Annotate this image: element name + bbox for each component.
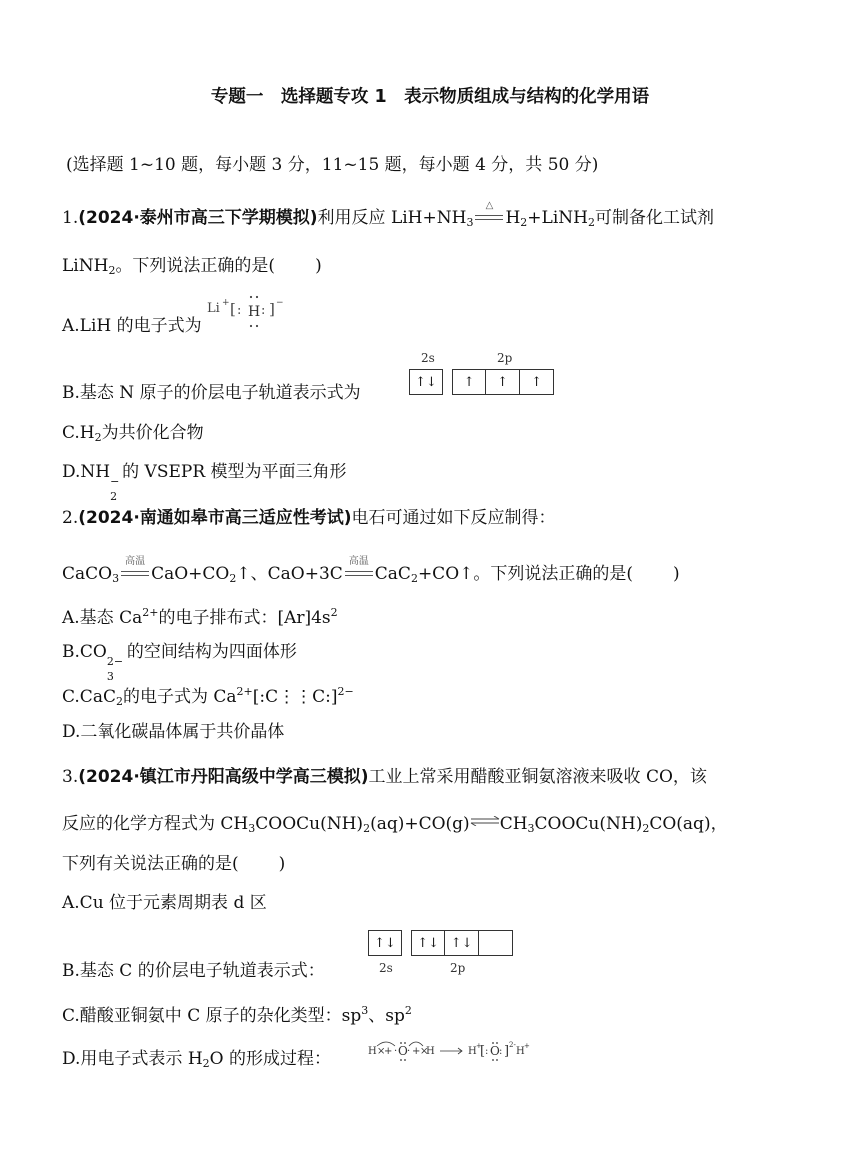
q2-source: (2024·南通如皋市高三适应性考试)	[78, 508, 352, 528]
orbital-box-2s: ↑↓	[409, 369, 443, 395]
q2-option-c[interactable]: C.CaC$_2$的电子式为 $Ca^{2+}[:C⋮⋮C:]^{2-}$	[62, 685, 354, 708]
svg-text::: :	[499, 1046, 503, 1057]
reversible-arrow	[470, 816, 500, 826]
svg-text:+: +	[222, 298, 230, 308]
svg-text:+: +	[412, 1046, 421, 1057]
q3-option-b[interactable]: B.基态 C 的价层电子轨道表示式：	[62, 961, 325, 981]
high-temp-condition: 高温	[343, 563, 375, 581]
svg-text::: :	[237, 303, 242, 318]
svg-text:−: −	[276, 298, 284, 308]
q1-option-b[interactable]: B.基态 N 原子的价层电子轨道表示式为	[62, 383, 361, 403]
q1-option-d[interactable]: D.NH − 2 的 VSEPR 模型为平面三角形	[62, 462, 347, 503]
q3-stem-line2: 反应的化学方程式为 $CH_3COOCu(NH)_2(aq)+CO(g)$ $CH_3COOCu(NH)_2CO(aq)$，	[62, 814, 728, 835]
svg-text:O: O	[398, 1044, 408, 1058]
orbital-2p-label: 2p	[497, 351, 513, 365]
svg-text:O: O	[490, 1044, 500, 1058]
n-orbital-diagram	[409, 369, 554, 395]
svg-text:·: ·	[407, 1046, 411, 1057]
svg-text:×: ×	[420, 1046, 429, 1057]
svg-text:[: [	[230, 300, 236, 318]
svg-text::: :	[485, 1046, 489, 1057]
q3-option-a[interactable]: A.Cu 位于元素周期表 d 区	[62, 893, 267, 913]
heat-condition: △	[473, 207, 505, 225]
q2-stem-line1: 2.(2024·南通如皋市高三适应性考试)电石可通过如下反应制得：	[62, 508, 556, 528]
svg-text:]: ]	[269, 300, 275, 318]
q1-option-c[interactable]: $C.H_2$为共价化合物	[62, 423, 204, 444]
orbital-2p-label: 2p	[450, 961, 466, 975]
svg-text:]: ]	[504, 1044, 510, 1059]
q3-option-d[interactable]: D.用电子式表示 $H_2O$ 的形成过程：	[62, 1049, 332, 1070]
lih-electron-formula	[207, 298, 299, 338]
q2-option-d[interactable]: D.二氧化碳晶体属于共价晶体	[62, 722, 285, 742]
svg-text:+: +	[524, 1042, 530, 1050]
svg-text:×: ×	[377, 1046, 386, 1057]
svg-text:H: H	[248, 304, 261, 320]
svg-text:H: H	[368, 1046, 377, 1057]
q3-stem-line1: 3.(2024·镇江市丹阳高级中学高三模拟)工业上常采用醋酸亚铜氨溶液来吸收 CO，该	[62, 767, 707, 787]
q3-source: (2024·镇江市丹阳高级中学高三模拟)	[78, 767, 369, 787]
q2-equation-line: CaCO$_3$ 高温 $CaO+CO_2↑$、CaO+3C 高温 CaC$_2$+CO↑。下列说法正确的是( )	[62, 556, 680, 585]
svg-text:H: H	[426, 1046, 435, 1057]
svg-text::: :	[261, 303, 266, 318]
svg-text:2-: 2-	[509, 1041, 516, 1049]
q2-option-b[interactable]: B.CO 2− 3 的空间结构为四面体形	[62, 642, 297, 683]
q1-stem-line2: LiNH$_2$。下列说法正确的是( )	[62, 256, 322, 277]
q3-stem-line3: 下列有关说法正确的是( )	[62, 854, 286, 874]
instructions: (选择题 1~10 题，每小题 3 分，11~15 题，每小题 4 分，共 50 分)	[66, 155, 599, 175]
q1-option-a[interactable]: A.LiH 的电子式为 Li + [ : H : ] −	[62, 314, 299, 338]
orbital-box-2p: ↑↓	[411, 930, 445, 956]
page-title: 专题一 选择题专攻 1 表示物质组成与结构的化学用语	[210, 87, 650, 107]
q1-stem-line1: 1.(2024·泰州市高三下学期模拟)利用反应 $LiH+NH_3$ △ $H_2+LiNH_2$可制备化工试剂	[62, 200, 714, 229]
lih-lewis-structure	[207, 292, 299, 332]
orbital-box-2p: ↑↓	[445, 930, 479, 956]
svg-text:H: H	[516, 1046, 525, 1057]
q1-source: (2024·泰州市高三下学期模拟)	[78, 208, 318, 228]
svg-text:Li: Li	[207, 301, 220, 316]
orbital-2s-label: 2s	[421, 351, 435, 365]
high-temp-condition: 高温	[119, 563, 151, 581]
orbital-box-2p: ↑	[520, 369, 554, 395]
orbital-box-2p: ↑	[452, 369, 486, 395]
water-formation-diagram	[368, 1038, 538, 1068]
svg-text:·: ·	[394, 1046, 398, 1057]
orbital-box-2p: ↑	[486, 369, 520, 395]
orbital-box-2p	[479, 930, 513, 956]
c-orbital-diagram	[368, 930, 513, 956]
svg-text:+: +	[384, 1046, 393, 1057]
svg-text:+: +	[476, 1042, 482, 1050]
orbital-2s-label: 2s	[379, 961, 393, 975]
orbital-box-2s: ↑↓	[368, 930, 402, 956]
q3-option-c[interactable]: C.醋酸亚铜氨中 C 原子的杂化类型：$sp^3$、$sp^2$	[62, 1004, 412, 1026]
q2-option-a[interactable]: A.基态 $Ca^{2+}$的电子排布式：$[Ar]4s^2$	[62, 606, 338, 628]
svg-text:[: [	[480, 1044, 486, 1059]
svg-text:H: H	[468, 1046, 477, 1057]
cac2-electron-formula: [:C⋮⋮C:]	[252, 687, 338, 707]
